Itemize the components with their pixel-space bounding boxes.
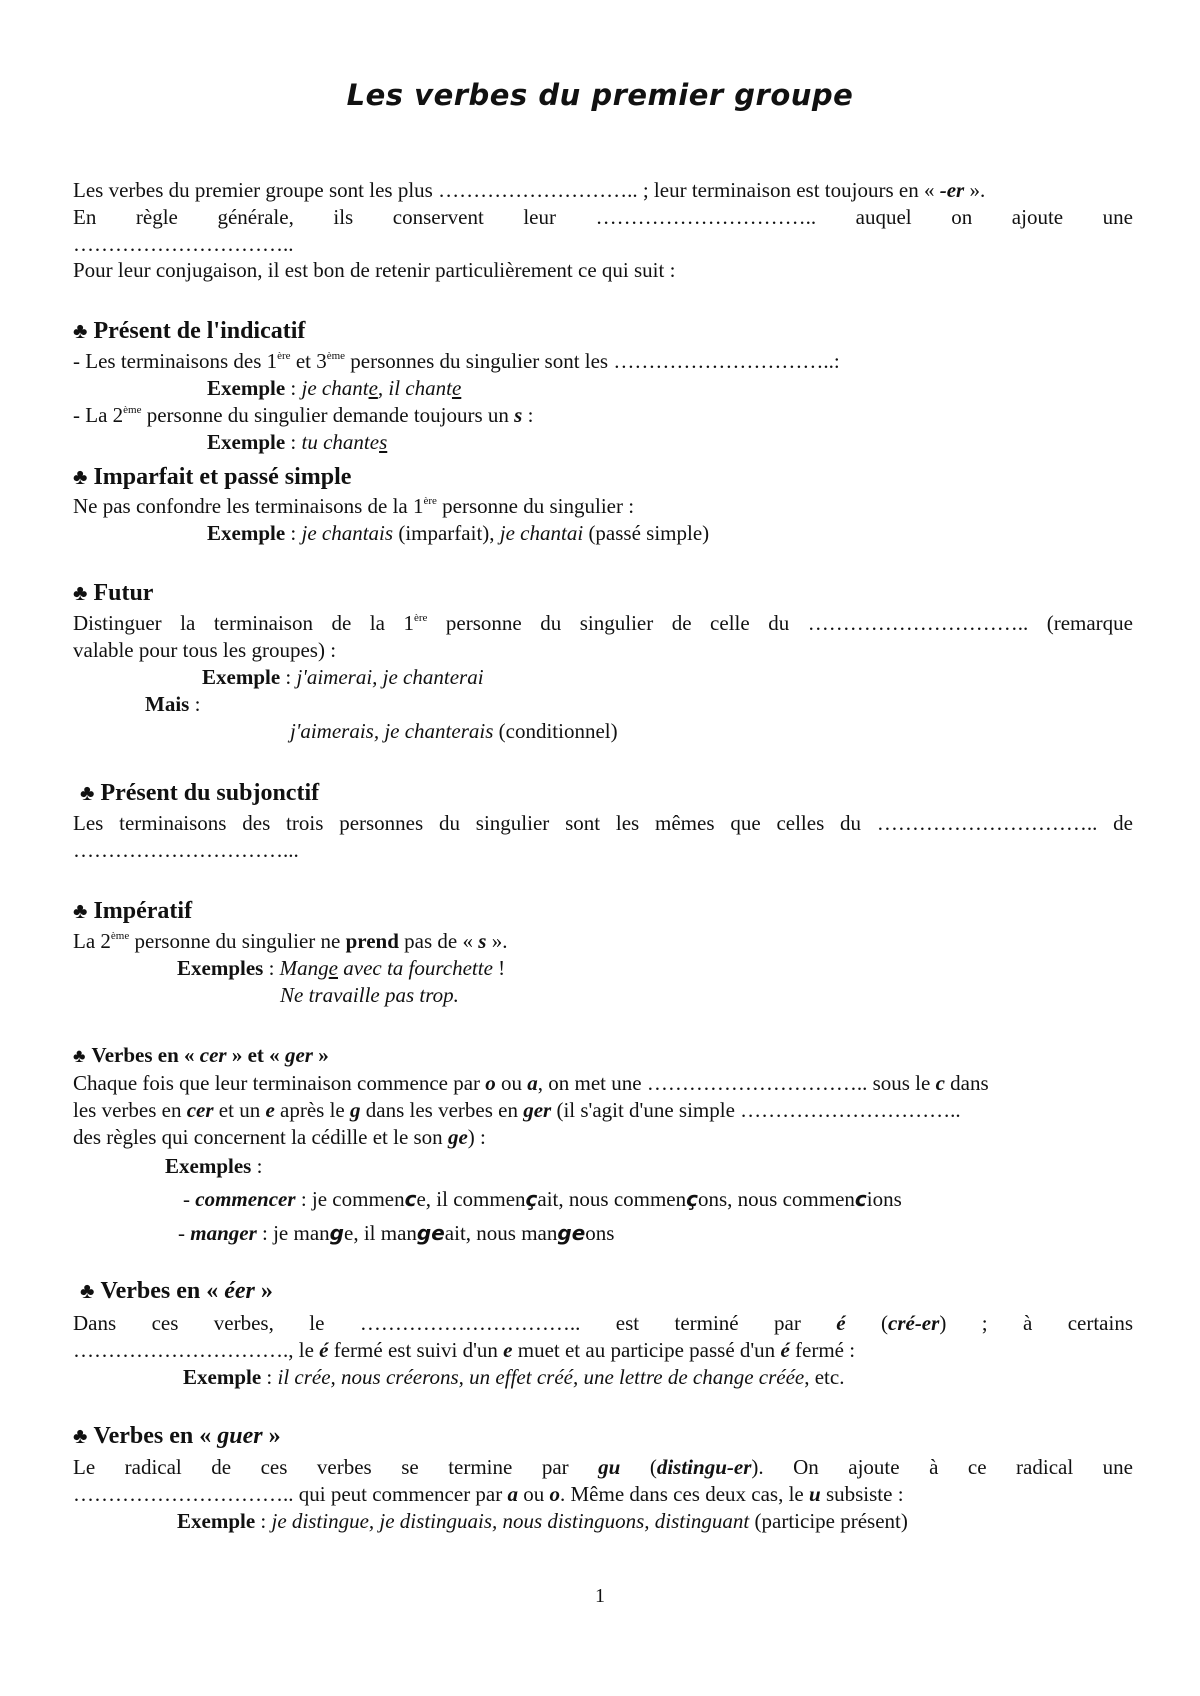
s3-example-2 — [290, 718, 618, 744]
letter: o — [485, 1071, 496, 1095]
example-label: Exemples — [177, 956, 264, 980]
text: des règles qui concernent la cédille et le son — [73, 1125, 448, 1149]
club-icon: ♣ — [80, 1278, 95, 1303]
s1-line-2 — [73, 402, 533, 428]
s3-mais — [145, 691, 200, 717]
example-label: Exemple — [207, 430, 286, 454]
s7-example — [183, 1364, 844, 1390]
superscript: ème — [123, 404, 142, 416]
example-label: Exemple — [183, 1365, 262, 1389]
text: : je man — [256, 1221, 330, 1245]
letter: é — [319, 1338, 329, 1362]
text: ait, nous commen — [537, 1187, 687, 1211]
text: . Même dans ces deux cas, le — [560, 1482, 809, 1506]
text: subsiste : — [820, 1482, 904, 1506]
er-ending: -er — [939, 178, 965, 202]
text: Dans ces verbes, le ………………………….. est terminé par — [73, 1311, 837, 1335]
letter: c — [935, 1071, 945, 1095]
text: Le radical de ces verbes se termine par — [73, 1455, 599, 1479]
text: …………………………., le — [73, 1338, 320, 1362]
text: La 2 — [73, 929, 111, 953]
intro-line-2: En règle générale, ils conservent leur ………………………….. auquel on ajoute une — [73, 205, 1133, 229]
letter: e — [265, 1098, 275, 1122]
text: ! — [492, 956, 506, 980]
intro-text: Les verbes du premier groupe sont les plus ……………………….. ; leur terminaison est toujours en « — [73, 178, 940, 202]
text: e, il man — [344, 1221, 417, 1245]
letter: u — [809, 1482, 821, 1506]
text: personne du singulier demande toujours un — [141, 403, 515, 427]
text: dans — [944, 1071, 989, 1095]
s2-line-1 — [73, 493, 634, 519]
text: » — [262, 1423, 281, 1449]
verb: commencer — [195, 1187, 296, 1211]
club-icon: ♣ — [73, 318, 88, 343]
s8-line-2 — [73, 1481, 904, 1507]
example-label: Exemple — [177, 1509, 256, 1533]
example-label: Exemple — [207, 376, 286, 400]
text: ( — [620, 1455, 657, 1479]
s6-example-manger — [178, 1220, 614, 1246]
letter: cer — [186, 1098, 214, 1122]
superscript: ème — [326, 350, 346, 362]
text: et 3 — [290, 349, 327, 373]
s1-line-1 — [73, 348, 840, 374]
superscript: ère — [413, 612, 428, 624]
text: : je commen — [295, 1187, 405, 1211]
text: Chaque fois que leur terminaison commence par — [73, 1071, 486, 1095]
section-title: Futur — [93, 580, 154, 606]
superscript: ère — [423, 495, 437, 507]
s1-example-2 — [207, 429, 387, 455]
highlighted-letter: ge — [416, 1221, 445, 1245]
example-text: , il chant — [377, 376, 452, 400]
text: ou — [495, 1071, 528, 1095]
example-text: je chantais — [301, 521, 394, 545]
s-letter: s — [514, 403, 523, 427]
intro-line-1 — [73, 177, 985, 203]
section-heading-subjonctif — [80, 778, 319, 808]
section-heading-imperatif — [73, 896, 192, 926]
text: - — [183, 1187, 196, 1211]
s6-example-label — [165, 1153, 262, 1179]
s-letter: s — [478, 929, 487, 953]
s6-line-3 — [73, 1124, 486, 1150]
letter: ger — [523, 1098, 552, 1122]
intro-line-3: ………………………….. — [73, 232, 294, 256]
underlined-ending: e — [451, 376, 462, 400]
club-icon: ♣ — [73, 464, 88, 489]
superscript: ère — [277, 350, 291, 362]
text: pas de « — [398, 929, 479, 953]
text: ………………………….. qui peut commencer par — [73, 1482, 508, 1506]
example-text: j'aimerais, je chanterais — [290, 719, 494, 743]
text: personne du singulier de celle du ………………………….. (remarque — [427, 611, 1133, 635]
bold-word: prend — [345, 929, 399, 953]
text: (imparfait), — [393, 521, 500, 545]
highlighted-letter: g — [329, 1221, 344, 1245]
text: ait, nous man — [444, 1221, 558, 1245]
section-heading-cer-ger — [73, 1040, 329, 1072]
s3-line-1 — [73, 610, 1133, 636]
text: Ne pas confondre les terminaisons de la 1 — [73, 494, 424, 518]
section-title: Impératif — [93, 898, 193, 924]
example-label: Exemple — [207, 521, 286, 545]
text: e, il commen — [416, 1187, 526, 1211]
letter: g — [350, 1098, 361, 1122]
separator: : — [263, 956, 280, 980]
separator: : — [255, 1509, 272, 1533]
letter: é — [780, 1338, 790, 1362]
text: ons — [585, 1221, 615, 1245]
letter: e — [503, 1338, 513, 1362]
text: dans les verbes en — [360, 1098, 524, 1122]
highlighted-letter: c — [404, 1187, 417, 1211]
s3-line-2: valable pour tous les groupes) : — [73, 638, 337, 662]
example-text: j'aimerai, je chanterai — [296, 665, 484, 689]
section-heading-eer — [80, 1276, 273, 1306]
letter: a — [527, 1071, 538, 1095]
text: (participe présent) — [749, 1509, 908, 1533]
s1-example-1 — [207, 375, 461, 401]
word: distingu-er — [656, 1455, 752, 1479]
example-text: Ne travaille pas trop. — [280, 983, 459, 1007]
text: Distinguer la terminaison de la 1 — [73, 611, 414, 635]
highlighted-letter: ç — [686, 1187, 698, 1211]
intro-text: ». — [964, 178, 986, 202]
example-text: je chant — [301, 376, 369, 400]
text: , etc. — [804, 1365, 845, 1389]
example-text: il crée, nous créerons, un effet créé, une lettre de change créée — [277, 1365, 805, 1389]
text: ) : — [467, 1125, 486, 1149]
text: ger — [284, 1043, 313, 1067]
text: » et « — [226, 1043, 285, 1067]
text: (il s'agit d'une simple ………………………….. — [551, 1098, 961, 1122]
example-label: Exemple — [202, 665, 281, 689]
underlined-ending: e — [368, 376, 378, 400]
page-number: 1 — [595, 1585, 605, 1607]
example-label: Exemples — [165, 1154, 252, 1178]
text: - La 2 — [73, 403, 124, 427]
text: après le — [274, 1098, 350, 1122]
highlighted-letter: ç — [525, 1187, 538, 1211]
text: Verbes en « — [100, 1278, 225, 1304]
highlighted-letter: ge — [557, 1221, 586, 1245]
text: ». — [486, 929, 508, 953]
s6-example-commencer — [183, 1186, 902, 1212]
separator: : — [251, 1154, 263, 1178]
section-title: Présent du subjonctif — [100, 780, 320, 806]
letter: é — [836, 1311, 846, 1335]
club-icon: ♣ — [73, 580, 88, 605]
separator: : — [285, 376, 302, 400]
s6-line-1 — [73, 1070, 989, 1096]
text: personnes du singulier sont les …………………………..: — [345, 349, 840, 373]
intro-line-4: Pour leur conjugaison, il est bon de retenir particulièrement ce qui suit : — [73, 258, 676, 282]
mais-label: Mais — [145, 692, 190, 716]
text: - Les terminaisons des 1 — [73, 349, 278, 373]
letter: ge — [447, 1125, 468, 1149]
text: , on met une ………………………….. sous le — [537, 1071, 936, 1095]
text: ) ; à certains — [939, 1311, 1133, 1335]
s8-example — [177, 1508, 908, 1534]
separator: : — [189, 692, 201, 716]
club-icon: ♣ — [73, 1423, 88, 1448]
separator: : — [285, 430, 302, 454]
text: (passé simple) — [583, 521, 710, 545]
text: et un — [213, 1098, 266, 1122]
section-heading-imparfait — [73, 462, 351, 492]
section-heading-present-indicatif — [73, 316, 305, 346]
s7-line-1 — [73, 1310, 1133, 1336]
page-title: Les verbes du premier groupe — [346, 78, 854, 112]
s5-example — [177, 955, 505, 981]
club-icon: ♣ — [73, 1046, 86, 1067]
text: - — [178, 1221, 191, 1245]
letters: gu — [598, 1455, 621, 1479]
text: les verbes en — [73, 1098, 187, 1122]
example-text: tu chante — [301, 430, 380, 454]
s7-line-2 — [73, 1337, 855, 1363]
s4-line-1: Les terminaisons des trois personnes du singulier sont les mêmes que celles du ………………………….. de — [73, 811, 1133, 835]
text: ( — [845, 1311, 888, 1335]
text: personne du singulier : — [436, 494, 635, 518]
club-icon: ♣ — [80, 780, 95, 805]
underlined-ending: s — [379, 430, 388, 454]
underlined-ending: e — [328, 956, 338, 980]
superscript: ème — [110, 930, 130, 942]
separator: : — [261, 1365, 278, 1389]
example-text: je distingue, je distinguais, nous distinguons, distinguant — [271, 1509, 750, 1533]
s2-example — [207, 520, 709, 546]
text: » — [254, 1278, 273, 1304]
s8-line-1 — [73, 1454, 1133, 1480]
s5-example-2 — [280, 982, 459, 1008]
text: cer — [199, 1043, 227, 1067]
text: ). On ajoute à ce radical une — [751, 1455, 1133, 1479]
text: éer — [224, 1278, 255, 1304]
text: personne du singulier ne — [129, 929, 346, 953]
s6-line-2 — [73, 1097, 961, 1123]
letter: o — [549, 1482, 560, 1506]
verb: manger — [190, 1221, 257, 1245]
section-title: Imparfait et passé simple — [93, 464, 352, 490]
section-heading-futur — [73, 578, 153, 608]
text: fermé : — [789, 1338, 856, 1362]
text: (conditionnel) — [493, 719, 618, 743]
text: » — [312, 1043, 329, 1067]
example-text: Mang — [279, 956, 329, 980]
text: fermé est suivi d'un — [328, 1338, 504, 1362]
text: Verbes en « — [91, 1043, 200, 1067]
s5-line-1 — [73, 928, 507, 954]
separator: : — [280, 665, 297, 689]
section-heading-guer — [73, 1421, 281, 1451]
s3-example — [202, 664, 484, 690]
word: cré-er — [888, 1311, 940, 1335]
highlighted-letter: c — [854, 1187, 867, 1211]
text: ons, nous commen — [698, 1187, 855, 1211]
text: ou — [518, 1482, 550, 1506]
text: : — [522, 403, 534, 427]
separator: : — [285, 521, 302, 545]
text: Verbes en « — [93, 1423, 218, 1449]
text: ions — [866, 1187, 902, 1211]
example-text: avec ta fourchette — [338, 956, 493, 980]
text: guer — [217, 1423, 263, 1449]
section-title: Présent de l'indicatif — [93, 318, 306, 344]
example-text: je chantai — [499, 521, 584, 545]
s4-line-2: …………………………... — [73, 838, 299, 862]
club-icon: ♣ — [73, 898, 88, 923]
text: muet et au participe passé d'un — [512, 1338, 781, 1362]
letter: a — [507, 1482, 518, 1506]
